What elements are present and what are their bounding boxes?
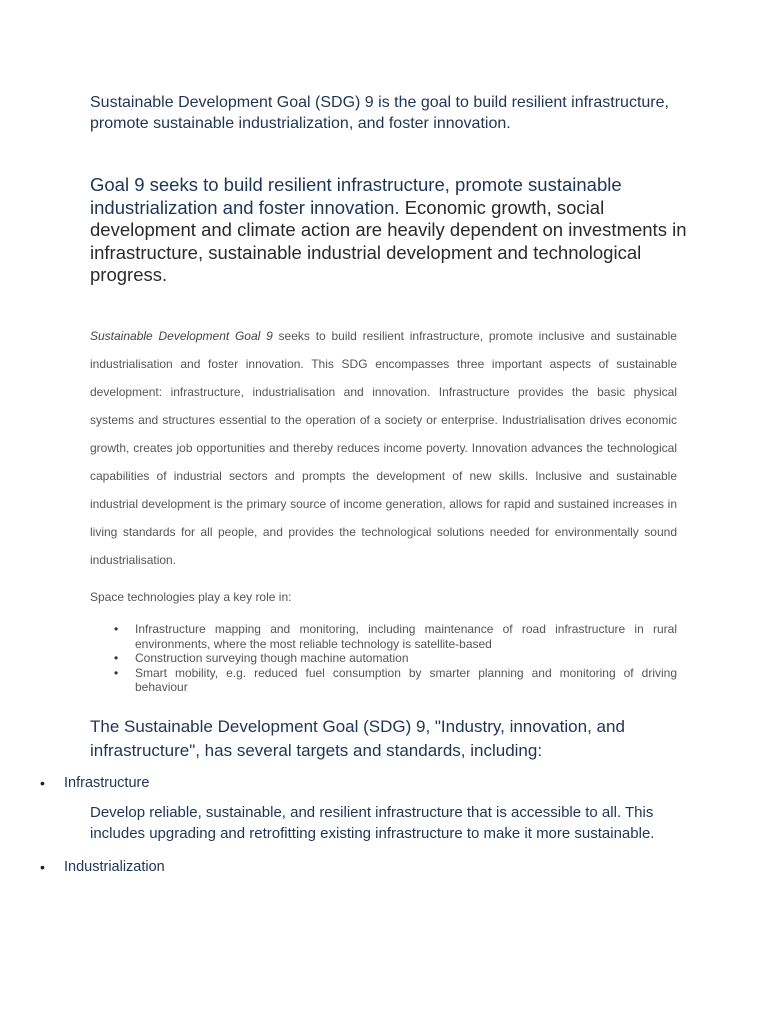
targets-intro: The Sustainable Development Goal (SDG) 9, "Industry, innovation, and infrastructure", has several targets and standards, including: [90, 717, 625, 760]
list-item-text: Infrastructure mapping and monitoring, including maintenance of road infrastructure in rural environments, where the most reliable technology is satellite-based [135, 622, 677, 651]
list-item-text: Construction surveying though machine automation [135, 651, 409, 665]
list-item [90, 651, 677, 666]
list-item [0, 856, 768, 878]
list-item [90, 666, 677, 695]
list-item-text: Smart mobility, e.g. reduced fuel consumption by smarter planning and monitoring of driving behaviour [135, 665, 677, 694]
bullet-icon: • [114, 622, 119, 636]
bullet-icon: • [114, 665, 119, 680]
goal-statement-lead: Goal 9 seeks to build resilient infrastructure, promote sustainable industrialization and foster innovation. [90, 174, 622, 218]
goal-statement-paragraph [90, 174, 690, 287]
space-intro: Space technologies play a key role in: [90, 590, 292, 604]
detail-paragraph [90, 322, 677, 574]
target-label: Infrastructure [64, 775, 150, 791]
bullet-icon: • [114, 651, 119, 665]
target-label: Industrialization [64, 859, 165, 875]
bullet-icon: • [40, 859, 45, 875]
detail-body: seeks to build resilient infrastructure, promote inclusive and sustainable industrialisation and foster innovation. This SDG encompasses three important aspects of sustainable development: infrastructure, industrialisation and innovation. Infrastructure provides the basic physical systems and structures essential to the operation of a society or enterprise. Industrialisation drives economic growth, creates job opportunities and thereby reduces income poverty. Innovation advances the technological capabilities of industrial sectors and prompts the development of new skills. Inclusive and sustainable industrial development is the primary source of income generation, allows for rapid and sustained increases in living standards for all people, and provides the technological solutions needed for environmentally sound industrialisation. [90, 329, 677, 567]
space-roles-list [90, 622, 677, 695]
list-item [0, 772, 768, 844]
target-description: Develop reliable, sustainable, and resilient infrastructure that is accessible to all. This includes upgrading and retrofitting existing infrastructure to make it more sustainable. [90, 804, 655, 842]
detail-italic-lead: Sustainable Development Goal 9 [90, 329, 273, 343]
intro-paragraph: Sustainable Development Goal (SDG) 9 is the goal to build resilient infrastructure, promote sustainable industrialization, and foster innovation. [90, 94, 669, 132]
targets-list [0, 772, 768, 878]
list-item [90, 622, 677, 651]
goal-statement-rest: Economic growth, social development and climate action are heavily dependent on investments in infrastructure, sustainable industrial development and technological progress. [90, 196, 687, 285]
bullet-icon: • [40, 775, 45, 791]
